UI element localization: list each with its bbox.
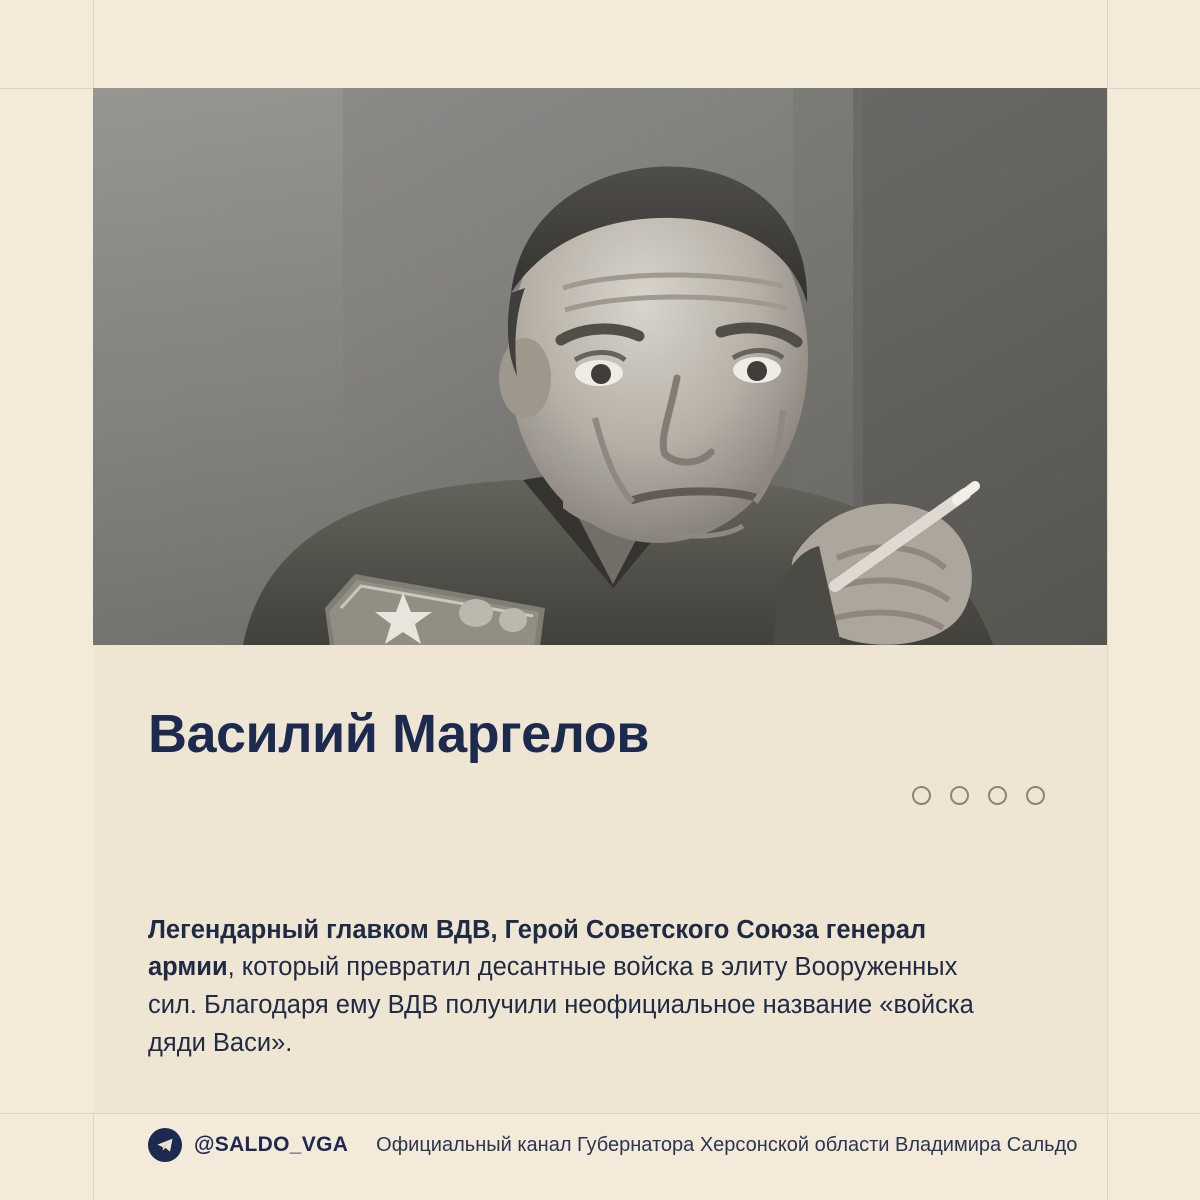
description-bold-lead: Легендарный главком ВДВ, Герой Советского Союза генерал армии — [148, 915, 927, 982]
pager-dot-3[interactable] — [988, 786, 1007, 805]
description-paragraph — [148, 912, 978, 1063]
channel-description: Официальный канал Губернатора Херсонской области Владимира Сальдо — [376, 1133, 1078, 1156]
description-rest: , который превратил десантные войска в элиту Вооруженных сил. Благодаря ему ВДВ получили неофициальное название «войска дяди Васи». — [148, 953, 974, 1057]
pager-dots[interactable] — [912, 786, 1045, 805]
telegram-icon[interactable] — [148, 1128, 182, 1162]
guide-line-right — [1107, 0, 1108, 1200]
footer-content — [148, 1128, 1077, 1162]
pager-dot-1[interactable] — [912, 786, 931, 805]
page-title: Василий Маргелов — [148, 704, 649, 764]
pager-dot-4[interactable] — [1026, 786, 1045, 805]
portrait-photo — [93, 88, 1107, 645]
pager-dot-2[interactable] — [950, 786, 969, 805]
channel-handle[interactable]: @SALDO_VGA — [194, 1133, 349, 1156]
